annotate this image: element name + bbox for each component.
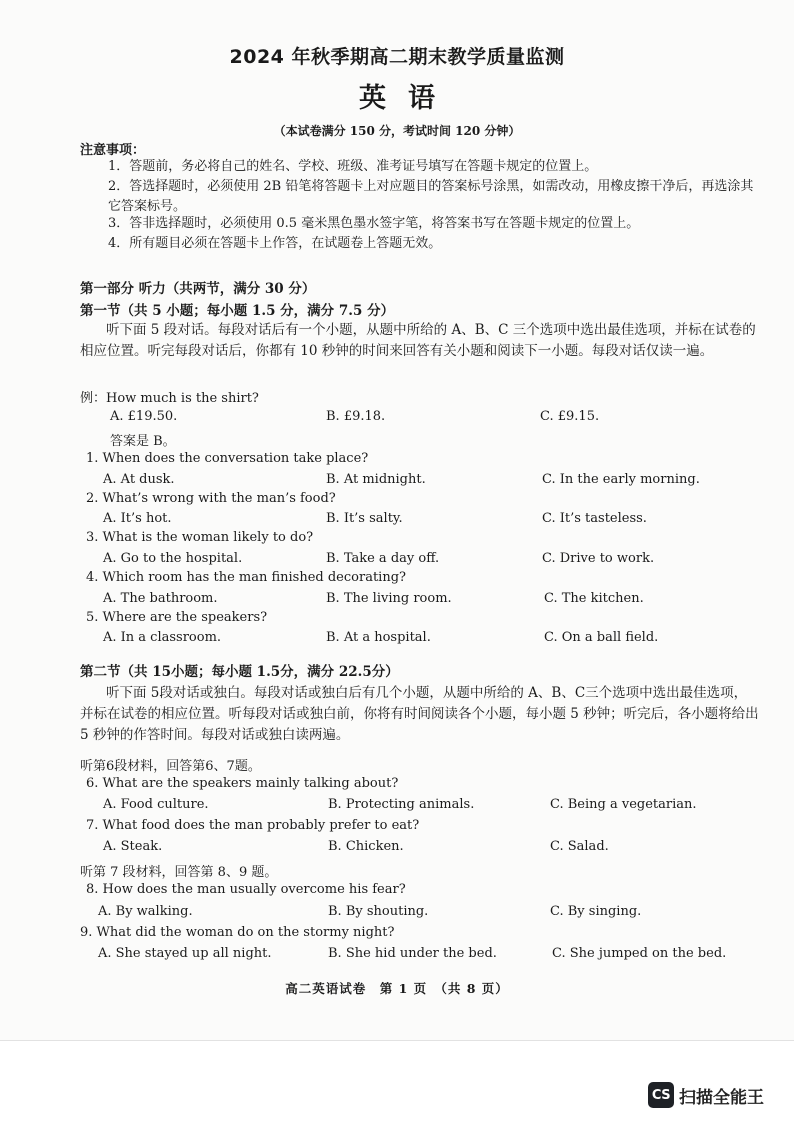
section2-heading: 第二节（共 15小题；每小题 1.5分，满分 22.5分） xyxy=(80,664,399,680)
page-edge xyxy=(0,1040,794,1041)
q6-option-a: A. Food culture. xyxy=(103,797,209,812)
q1-option-b: B. At midnight. xyxy=(326,472,426,487)
question-6: 6. What are the speakers mainly talking about? xyxy=(86,776,399,791)
exam-info: （本试卷满分 150 分，考试时间 120 分钟） xyxy=(273,124,521,138)
material-6-label: 听第6段材料，回答第6、7题。 xyxy=(80,759,261,774)
q2-option-b: B. It’s salty. xyxy=(326,511,403,526)
q3-option-a: A. Go to the hospital. xyxy=(103,551,243,566)
q7-option-b: B. Chicken. xyxy=(328,839,404,854)
example-option-b: B. £9.18. xyxy=(326,409,386,424)
scanner-watermark xyxy=(648,1081,764,1109)
q8-option-a: A. By walking. xyxy=(98,904,193,919)
material-7-label: 听第 7 段材料，回答第 8、9 题。 xyxy=(80,865,278,880)
question-5: 5. Where are the speakers? xyxy=(86,610,268,625)
q6-option-c: C. Being a vegetarian. xyxy=(550,797,697,812)
question-9: 9. What did the woman do on the stormy night? xyxy=(80,925,395,940)
q2-option-a: A. It’s hot. xyxy=(103,511,172,526)
q4-option-c: C. The kitchen. xyxy=(544,591,644,606)
q5-option-b: B. At a hospital. xyxy=(326,630,431,645)
question-1: 1. When does the conversation take place? xyxy=(86,451,369,466)
watermark-text: 扫描全能王 xyxy=(679,1087,764,1108)
question-3: 3. What is the woman likely to do? xyxy=(86,530,314,545)
q5-option-c: C. On a ball field. xyxy=(544,630,659,645)
notice-label: 注意事项： xyxy=(80,143,146,158)
q5-option-a: A. In a classroom. xyxy=(103,630,222,645)
q7-option-c: C. Salad. xyxy=(550,839,609,854)
q9-option-b: B. She hid under the bed. xyxy=(328,946,497,961)
example-question: 例：How much is the shirt? xyxy=(80,391,259,406)
notice-item-4: 4．所有题目必须在答题卡上作答，在试题卷上答题无效。 xyxy=(108,236,442,251)
notice-item-3: 3．答非选择题时，必须使用 0.5 毫米黑色墨水签字笔，将答案书写在答题卡规定的位置上。 xyxy=(108,216,640,231)
q8-option-c: C. By singing. xyxy=(550,904,642,919)
q9-option-c: C. She jumped on the bed. xyxy=(552,946,727,961)
q8-option-b: B. By shouting. xyxy=(328,904,429,919)
subject-title: 英语 xyxy=(359,83,457,114)
q3-option-c: C. Drive to work. xyxy=(542,551,655,566)
page-footer: 高二英语试卷 第 1 页 （共 8 页） xyxy=(285,981,509,996)
section2-instructions: 听下面 5段对话或独白。每段对话或独白后有几个小题，从题中所给的 A、B、C三个选项中选出最佳选项，并标在试卷的相应位置。听每段对话或独白前，你将有时间阅读各个小题，每小题 5 秒钟；听完后，各小题将给出 5 秒钟的作答时间。每段对话或独白读两遍。 xyxy=(80,685,759,743)
question-8: 8. How does the man usually overcome his fear? xyxy=(86,882,406,897)
q9-option-a: A. She stayed up all night. xyxy=(98,946,272,961)
question-4: 4. Which room has the man finished decorating? xyxy=(86,570,406,585)
section1-instructions: 听下面 5 段对话。每段对话后有一个小题，从题中所给的 A、B、C 三个选项中选出最佳选项，并标在试卷的相应位置。听完每段对话后，你都有 10 秒钟的时间来回答有关小题和阅读下一小题。每段对话仅读一遍。 xyxy=(80,322,756,359)
example-answer: 答案是 B。 xyxy=(110,434,176,449)
q7-option-a: A. Steak. xyxy=(103,839,163,854)
q3-option-b: B. Take a day off. xyxy=(326,551,440,566)
q2-option-c: C. It’s tasteless. xyxy=(542,511,647,526)
q4-option-b: B. The living room. xyxy=(326,591,452,606)
section1-heading: 第一节（共 5 小题；每小题 1.5 分，满分 7.5 分） xyxy=(80,303,395,319)
notice-item-2: 2．答选择题时，必须使用 2B 铅笔将答题卡上对应题目的答案标号涂黑，如需改动，用橡皮擦干净后，再选涂其它答案标号。 xyxy=(108,179,754,214)
example-option-c: C. £9.15. xyxy=(540,409,600,424)
question-7: 7. What food does the man probably prefer to eat? xyxy=(86,818,420,833)
example-option-a: A. £19.50. xyxy=(110,409,178,424)
camscanner-logo-icon: CS xyxy=(648,1082,674,1108)
q4-option-a: A. The bathroom. xyxy=(103,591,218,606)
exam-title: 2024 年秋季期高二期末教学质量监测 xyxy=(229,46,565,68)
q1-option-a: A. At dusk. xyxy=(103,472,175,487)
q1-option-c: C. In the early morning. xyxy=(542,472,700,487)
part1-heading: 第一部分 听力（共两节，满分 30 分） xyxy=(80,281,316,297)
q6-option-b: B. Protecting animals. xyxy=(328,797,475,812)
question-2: 2. What’s wrong with the man’s food? xyxy=(86,491,336,506)
notice-item-1: 1．答题前，务必将自己的姓名、学校、班级、准考证号填写在答题卡规定的位置上。 xyxy=(108,159,598,174)
